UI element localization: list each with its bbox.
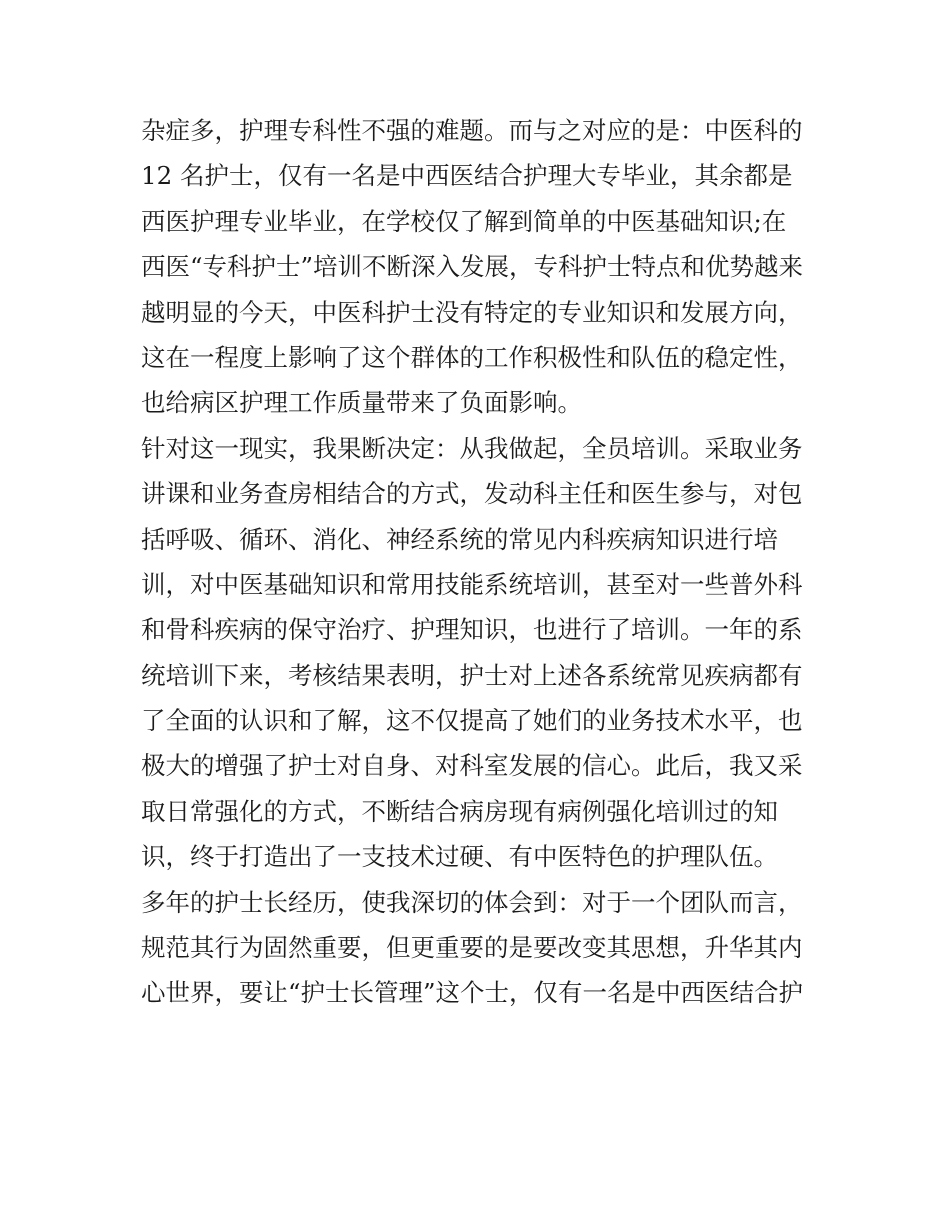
text-line-19: 规范其行为固然重要，但更重要的是要改变其思想，升华其内 bbox=[141, 933, 803, 963]
text-line-18: 多年的护士长经历，使我深切的体会到：对于一个团队而言， bbox=[141, 887, 803, 917]
text-line-3: 西医护理专业毕业，在学校仅了解到简单的中医基础知识;在 bbox=[141, 206, 787, 236]
text-line-14: 了全面的认识和了解，这不仅提高了她们的业务技术水平，也 bbox=[141, 706, 803, 736]
text-line-5: 越明显的今天，中医科护士没有特定的专业知识和发展方向， bbox=[141, 297, 803, 327]
body-text bbox=[141, 108, 821, 1016]
text-line-16: 取日常强化的方式，不断结合病房现有病例强化培训过的知 bbox=[141, 796, 778, 826]
text-line-2: 12 名护士，仅有一名是中西医结合护理大专毕业，其余都是 bbox=[141, 161, 793, 191]
text-line-9: 讲课和业务查房相结合的方式，发动科主任和医生参与，对包 bbox=[141, 479, 803, 509]
text-line-17: 识，终于打造出了一支技术过硬、有中医特色的护理队伍。 bbox=[141, 842, 778, 872]
text-line-10: 括呼吸、循环、消化、神经系统的常见内科疾病知识进行培 bbox=[141, 524, 778, 554]
text-line-7: 也给病区护理工作质量带来了负面影响。 bbox=[141, 388, 582, 418]
text-line-4: 西医“专科护士”培训不断深入发展，专科护士特点和优势越来 bbox=[141, 252, 804, 282]
text-line-11: 训，对中医基础知识和常用技能系统培训，甚至对一些普外科 bbox=[141, 569, 803, 599]
text-line-20: 心世界，要让“护士长管理”这个士，仅有一名是中西医结合护 bbox=[141, 978, 804, 1008]
text-line-8: 针对这一现实，我果断决定：从我做起，全员培训。采取业务 bbox=[141, 433, 803, 463]
text-line-15: 极大的增强了护士对自身、对科室发展的信心。此后，我又采 bbox=[141, 751, 803, 781]
text-line-6: 这在一程度上影响了这个群体的工作积极性和队伍的稳定性， bbox=[141, 342, 803, 372]
text-line-12: 和骨科疾病的保守治疗、护理知识，也进行了培训。一年的系 bbox=[141, 615, 803, 645]
text-line-13: 统培训下来，考核结果表明，护士对上述各系统常见疾病都有 bbox=[141, 660, 803, 690]
text-line-1: 杂症多，护理专科性不强的难题。而与之对应的是：中医科的 bbox=[141, 116, 803, 145]
